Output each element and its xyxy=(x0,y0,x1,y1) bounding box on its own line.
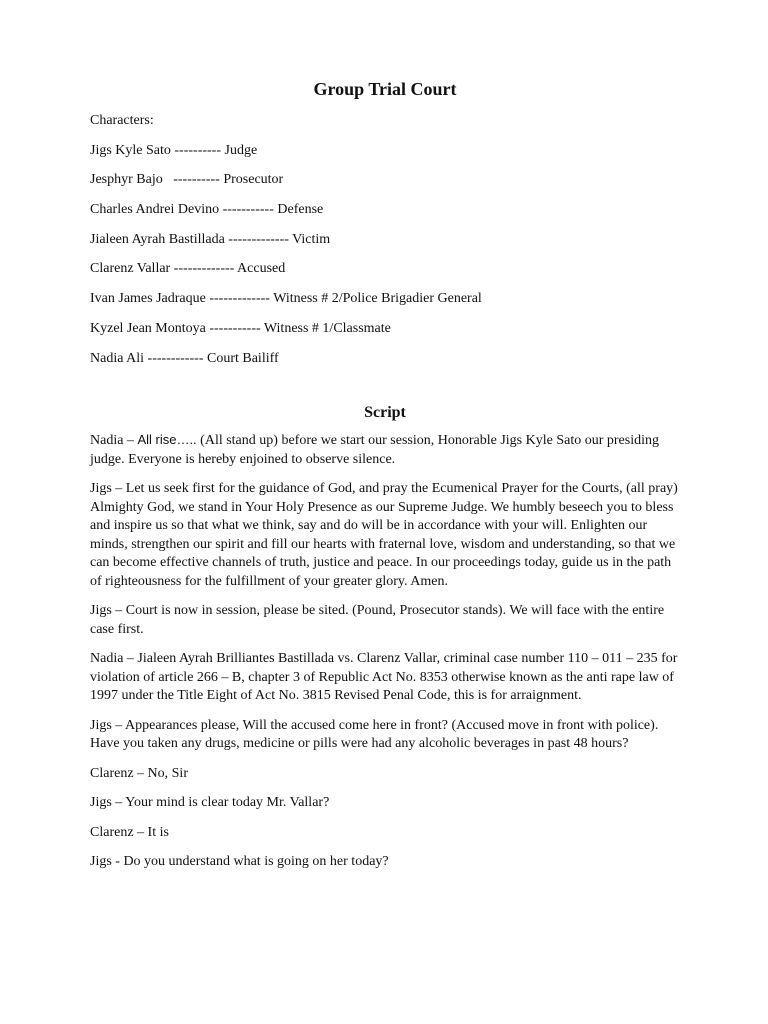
script-paragraph: Clarenz – It is xyxy=(90,824,169,840)
script-paragraph: Clarenz – No, Sir xyxy=(90,765,188,781)
paragraph-text: (All stand up) before we start our session, Honorable Jigs Kyle Sato our presiding judge. Everyone is hereby enjoined to observe silence. xyxy=(90,433,659,467)
script-paragraph: Jigs - Do you understand what is going on her today? xyxy=(90,854,389,870)
character-line: Kyzel Jean Montoya ----------- Witness # 1/Classmate xyxy=(90,320,391,336)
characters-label: Characters: xyxy=(90,113,154,128)
character-line: Jialeen Ayrah Bastillada ------------- Victim xyxy=(90,231,331,247)
character-line: Jigs Kyle Sato ---------- Judge xyxy=(90,142,258,158)
character-line: Nadia Ali ------------ Court Bailiff xyxy=(90,350,279,366)
characters-section xyxy=(90,112,680,379)
script-section xyxy=(90,431,680,872)
script-paragraph: Jigs – Let us seek first for the guidance of God, and pray the Ecumenical Prayer for the Courts, (all pray) Almighty God, we stand in Your Holy Presence as our Supreme Judge. We humbly beseech you to bless and inspire us so that what we think, say and do will be in accordance with your will. Enlighten our minds, strengthen our spirit and fill our hearts with fraternal love, wisdom and understanding, so that we can become effective channels of truth, justice and peace. In our proceedings today, guide us in the path of righteousness for the fulfillment of your greater glory. Amen. xyxy=(90,481,678,589)
script-paragraph: Jigs – Appearances please, Will the accused come here in front? (Accused move in front with police). Have you taken any drugs, medicine or pills were had any alcoholic beverages in past 48 hours? xyxy=(90,717,659,752)
character-line: Clarenz Vallar ------------- Accused xyxy=(90,261,286,277)
script-heading: Script xyxy=(364,404,406,422)
script-paragraph: Nadia – Jialeen Ayrah Brilliantes Bastillada vs. Clarenz Vallar, criminal case number 110 – 011 – 235 for violation of article 266 – B, chapter 3 of Republic Act No. 8353 otherwise known as the anti rape law of 1997 under the Title Eight of Act No. 3815 Revised Penal Code, this is for arraignment. xyxy=(90,651,678,704)
character-line: Jesphyr Bajo ---------- Prosecutor xyxy=(90,172,284,188)
character-line: Ivan James Jadraque ------------- Witness # 2/Police Brigadier General xyxy=(90,291,482,307)
document-title: Group Trial Court xyxy=(313,79,457,99)
script-paragraph: Jigs – Your mind is clear today Mr. Vallar? xyxy=(90,795,330,811)
script-paragraph: Jigs – Court is now in session, please be sited. (Pound, Prosecutor stands). We will face with the entire case first. xyxy=(90,603,665,637)
script-paragraph xyxy=(90,431,680,469)
speaker-label: Nadia – xyxy=(90,433,138,449)
all-rise-text: All rise….. xyxy=(137,432,197,448)
character-line: Charles Andrei Devino ----------- Defense xyxy=(90,202,324,218)
